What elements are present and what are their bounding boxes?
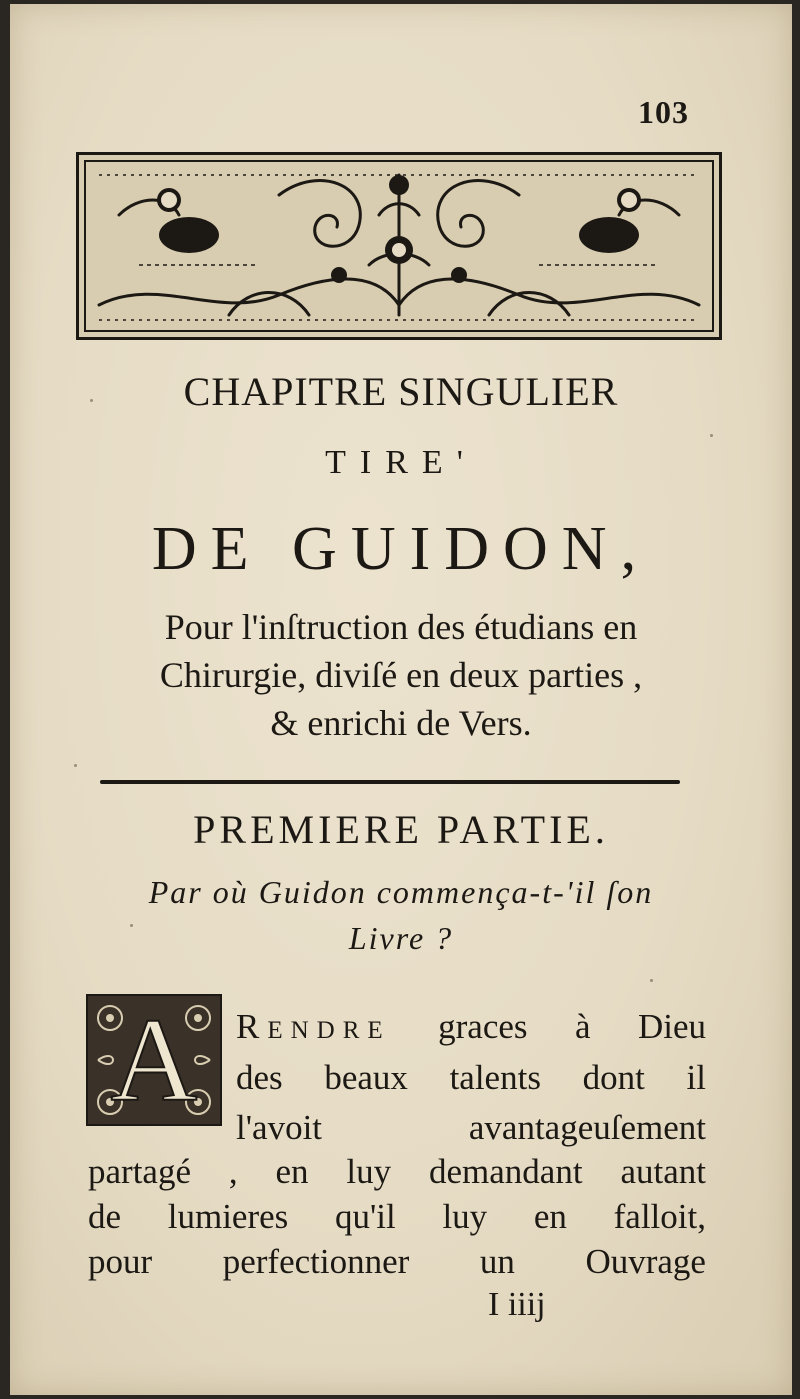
word: de: [88, 1197, 122, 1236]
subtitle-line-1: Pour l'inſtruction des étudians en: [164, 607, 638, 647]
body-line-3: [236, 1108, 706, 1148]
rendre-small-caps: [236, 1007, 391, 1047]
paper-speck: [90, 399, 93, 402]
word: des: [236, 1058, 283, 1097]
word: Ouvrage: [585, 1242, 706, 1281]
drop-cap-initial: [86, 994, 222, 1126]
ornamental-headpiece-icon: [76, 152, 722, 340]
page-number: 103: [638, 94, 689, 130]
word: avantageuſement: [468, 1108, 706, 1147]
word: en: [533, 1197, 567, 1236]
signature-mark: I iiij: [488, 1286, 546, 1323]
word: falloit,: [613, 1197, 706, 1236]
body-line-4: [88, 1152, 706, 1192]
word: Dieu: [637, 1007, 706, 1046]
word: qu'il: [334, 1197, 396, 1236]
word: en: [275, 1152, 309, 1191]
body-line-6: [88, 1242, 706, 1282]
word: il: [686, 1058, 706, 1097]
subtitle-line-2: Chirurgie, diviſé en deux parties ,: [159, 655, 643, 695]
body-line-1: [236, 1007, 706, 1047]
paper-speck: [650, 979, 653, 982]
word: un: [479, 1242, 515, 1281]
drop-cap-letter: A: [110, 994, 198, 1126]
question-line-1: Par où Guidon commença-t-'il ſon: [148, 874, 654, 910]
word: graces: [438, 1007, 528, 1046]
body-line-5: [88, 1197, 706, 1237]
divider-rule: [100, 780, 680, 784]
book-page: [10, 4, 792, 1395]
word: luy: [442, 1197, 488, 1236]
word: l'avoit: [236, 1108, 323, 1147]
word: beaux: [324, 1058, 408, 1097]
word: ,: [228, 1152, 238, 1191]
question-line-2: Livre ?: [348, 920, 454, 956]
word: luy: [346, 1152, 392, 1191]
rendre-word: RENDRE: [236, 1007, 391, 1046]
author-name: DE GUIDON,: [151, 515, 651, 583]
word: à: [574, 1007, 591, 1046]
word: autant: [620, 1152, 706, 1191]
paper-speck: [710, 434, 713, 437]
chapter-title: CHAPITRE SINGULIER: [183, 369, 619, 414]
word: pour: [88, 1242, 153, 1281]
word: demandant: [429, 1152, 583, 1191]
body-line-2: [236, 1058, 706, 1098]
part-heading: PREMIERE PARTIE.: [193, 807, 609, 852]
paper-speck: [74, 764, 77, 767]
word: perfectionner: [222, 1242, 410, 1281]
word: talents: [449, 1058, 541, 1097]
tire-line: TIRE': [325, 444, 477, 481]
word: lumieres: [167, 1197, 289, 1236]
subtitle-line-3: & enrichi de Vers.: [270, 703, 532, 743]
word: partagé: [88, 1152, 191, 1191]
word: dont: [582, 1058, 645, 1097]
paper-speck: [130, 924, 133, 927]
